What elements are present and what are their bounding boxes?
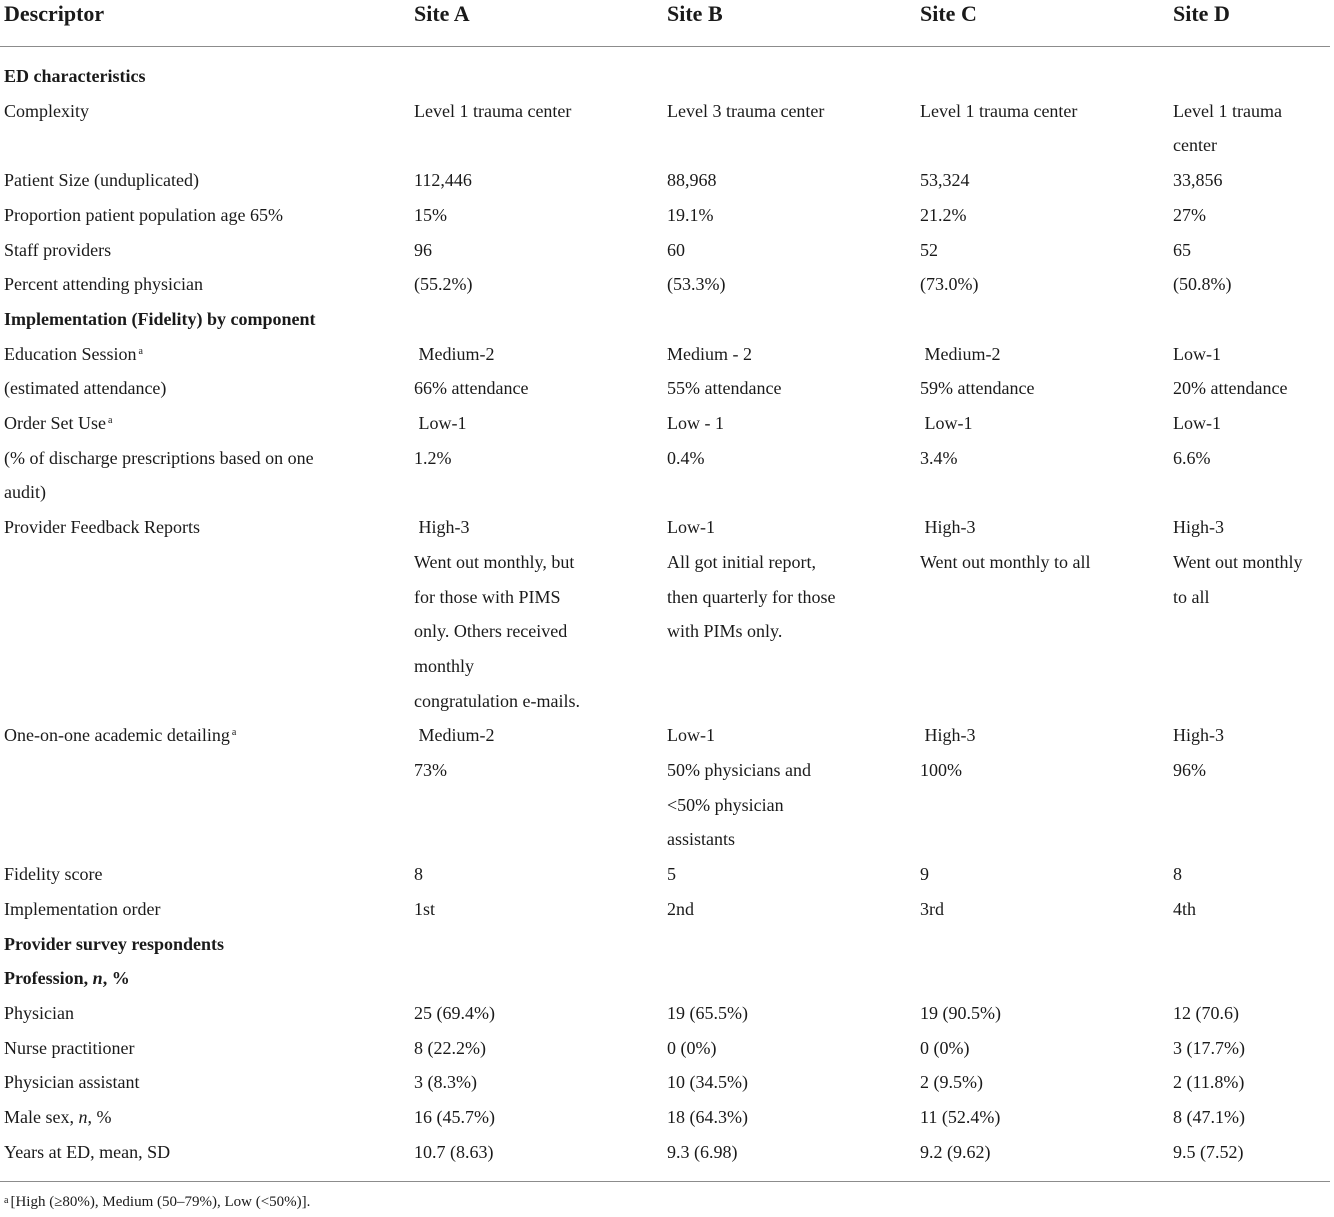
cell-site-d: 3 (17.7%): [1173, 1037, 1245, 1058]
cell-site-a: 15%: [414, 204, 447, 225]
table-row: [0, 1135, 1334, 1170]
cell-site-c: Medium-2: [920, 343, 1001, 364]
cell-site-b: 2nd: [667, 898, 694, 919]
table-row: [0, 649, 1334, 684]
header-rule: [0, 46, 1330, 47]
cell-site-d: Went out monthly: [1173, 551, 1303, 572]
cell-site-a: 1.2%: [414, 447, 452, 468]
row-descriptor: Patient Size (unduplicated): [4, 170, 199, 191]
row-descriptor: Years at ED, mean, SD: [4, 1141, 171, 1162]
cell-site-a: Went out monthly, but: [414, 551, 575, 572]
row-descriptor: Proportion patient population age 65%: [4, 204, 283, 225]
cell-site-d: 4th: [1173, 898, 1197, 919]
row-descriptor: Percent attending physician: [4, 274, 203, 295]
cell-site-b: 60: [667, 239, 685, 260]
header-site-c: Site C: [920, 1, 977, 26]
table-row: [0, 684, 1334, 719]
row-descriptor: Implementation order: [4, 898, 161, 919]
table-row: [0, 892, 1334, 927]
table-header: [0, 0, 1334, 30]
cell-site-d: 2 (11.8%): [1173, 1072, 1245, 1093]
cell-site-a: 66% attendance: [414, 378, 529, 399]
cell-site-c: 2 (9.5%): [920, 1072, 983, 1093]
table-row: [0, 371, 1334, 406]
header-site-a: Site A: [414, 1, 470, 26]
cell-site-c: Went out monthly to all: [920, 551, 1091, 572]
header-site-b: Site B: [667, 1, 723, 26]
table-row: [0, 406, 1334, 441]
cell-site-d: High-3: [1173, 517, 1224, 538]
row-descriptor: Provider Feedback Reports: [4, 517, 200, 538]
table-row: [0, 857, 1334, 892]
table-row: [0, 1031, 1334, 1066]
row-descriptor: Male sex, n, %: [4, 1107, 112, 1127]
section-label: Implementation (Fidelity) by component: [4, 308, 316, 329]
cell-site-c: 3.4%: [920, 447, 958, 468]
cell-site-c: 11 (52.4%): [920, 1107, 1001, 1127]
row-descriptor: Complexity: [4, 100, 89, 121]
table-row: [0, 128, 1334, 163]
cell-site-d: 8: [1173, 864, 1182, 885]
table-row: [0, 753, 1334, 788]
cell-site-b: assistants: [667, 829, 736, 850]
header-descriptor: Descriptor: [4, 1, 105, 26]
cell-site-b: Level 3 trauma center: [667, 100, 825, 121]
section-label: Profession, n, %: [4, 968, 130, 989]
cell-site-a: Medium-2: [414, 725, 495, 746]
cell-site-a: 73%: [414, 760, 447, 780]
table-row: [0, 233, 1334, 268]
row-descriptor: Physician assistant: [4, 1072, 140, 1093]
table-row: [0, 788, 1334, 823]
footer-rule: [0, 1181, 1330, 1182]
table-row: [0, 718, 1334, 753]
cell-site-c: High-3: [920, 725, 976, 746]
cell-site-a: monthly: [414, 655, 475, 676]
row-descriptor: Staff providers: [4, 239, 112, 260]
cell-site-d: 8 (47.1%): [1173, 1107, 1245, 1127]
cell-site-a: only. Others received: [414, 621, 568, 642]
table-row: [0, 1100, 1334, 1135]
cell-site-d: 6.6%: [1173, 447, 1211, 468]
cell-site-d: 9.5 (7.52): [1173, 1141, 1244, 1162]
footnote-marker: a: [138, 345, 143, 357]
row-descriptor: Physician: [4, 1002, 74, 1023]
cell-site-a: High-3: [414, 517, 470, 538]
table-row: [0, 580, 1334, 615]
cell-site-d: 96%: [1173, 760, 1206, 780]
footnote-marker: a: [107, 415, 113, 426]
cell-site-c: (73.0%): [920, 274, 979, 295]
cell-site-d: (50.8%): [1173, 274, 1232, 295]
cell-site-a: 8: [414, 864, 423, 885]
cell-site-d: 33,856: [1173, 170, 1223, 191]
footnote-text: [High (≥80%), Medium (50–79%), Low (<50%)].: [10, 1194, 311, 1210]
cell-site-d: Level 1 trauma: [1173, 100, 1282, 121]
cell-site-d: 65: [1173, 239, 1191, 260]
cell-site-b: 0 (0%): [667, 1037, 717, 1058]
cell-site-b: Low-1: [667, 517, 715, 538]
table-row: [0, 510, 1334, 545]
cell-site-d: High-3: [1173, 725, 1224, 746]
cell-site-a: 10.7 (8.63): [414, 1141, 494, 1162]
cell-site-d: 20% attendance: [1173, 378, 1288, 399]
cell-site-a: Low-1: [414, 413, 467, 433]
cell-site-b: Low-1: [667, 725, 715, 746]
cell-site-a: Level 1 trauma center: [414, 100, 572, 121]
table-row: [0, 1065, 1334, 1100]
cell-site-c: 3rd: [920, 898, 944, 919]
cell-site-b: 19 (65.5%): [667, 1002, 748, 1023]
section-row: [0, 927, 1334, 962]
table-row: [0, 475, 1334, 510]
cell-site-c: 9: [920, 864, 929, 885]
table-row: [0, 545, 1334, 580]
cell-site-a: congratulation e-mails.: [414, 690, 580, 711]
cell-site-b: (53.3%): [667, 274, 726, 295]
cell-site-b: <50% physician: [667, 794, 784, 815]
row-descriptor: Fidelity score: [4, 864, 103, 885]
cell-site-b: 5: [667, 864, 676, 885]
cell-site-a: 1st: [414, 898, 436, 919]
row-descriptor: (% of discharge prescriptions based on one: [4, 447, 314, 468]
table-row: [0, 267, 1334, 302]
section-label: Provider survey respondents: [4, 933, 225, 954]
cell-site-b: 18 (64.3%): [667, 1107, 748, 1127]
table-row: [0, 996, 1334, 1031]
cell-site-a: 96: [414, 239, 432, 260]
table-row: [0, 337, 1334, 372]
table-row: [0, 822, 1334, 857]
cell-site-b: with PIMs only.: [667, 621, 783, 642]
section-row: [0, 961, 1334, 996]
table-row: [0, 198, 1334, 233]
footnote-marker: a: [4, 1195, 9, 1206]
row-descriptor: Order Set Use $^a$: [4, 413, 113, 433]
cell-site-a: 8 (22.2%): [414, 1037, 486, 1058]
cell-site-d: 27%: [1173, 204, 1206, 225]
cell-site-c: 0 (0%): [920, 1037, 970, 1058]
table-footnote: [4, 1191, 310, 1213]
row-descriptor: Education Session $^a$: [4, 343, 143, 364]
cell-site-a: 112,446: [414, 170, 472, 191]
footnote-marker: a: [231, 727, 237, 739]
section-row: [0, 59, 1334, 94]
cell-site-c: 52: [920, 239, 938, 260]
cell-site-b: Low - 1: [667, 413, 724, 433]
cell-site-d: 12 (70.6): [1173, 1002, 1239, 1023]
cell-site-d: center: [1173, 135, 1217, 156]
cell-site-b: Medium - 2: [667, 343, 752, 364]
cell-site-b: 0.4%: [667, 447, 705, 468]
cell-site-c: Low-1: [920, 413, 973, 433]
cell-site-d: Low-1: [1173, 413, 1221, 433]
cell-site-c: 53,324: [920, 170, 970, 191]
row-descriptor: One-on-one academic detailing $^a$: [4, 725, 237, 746]
cell-site-a: (55.2%): [414, 274, 473, 295]
cell-site-b: 50% physicians and: [667, 760, 811, 780]
cell-site-c: Level 1 trauma center: [920, 100, 1078, 121]
cell-site-b: then quarterly for those: [667, 586, 836, 607]
cell-site-a: for those with PIMS: [414, 586, 561, 607]
table-row: [0, 94, 1334, 129]
cell-site-c: 21.2%: [920, 204, 967, 225]
cell-site-c: High-3: [920, 517, 976, 538]
cell-site-b: 10 (34.5%): [667, 1072, 748, 1093]
cell-site-b: 9.3 (6.98): [667, 1141, 738, 1162]
header-site-d: Site D: [1173, 1, 1230, 26]
table-row: [0, 163, 1334, 198]
section-row: [0, 302, 1334, 337]
row-descriptor: Nurse practitioner: [4, 1037, 135, 1058]
cell-site-c: 9.2 (9.62): [920, 1141, 991, 1162]
cell-site-b: 88,968: [667, 170, 717, 191]
cell-site-b: 19.1%: [667, 204, 714, 225]
row-descriptor: (estimated attendance): [4, 378, 167, 399]
cell-site-c: 59% attendance: [920, 378, 1035, 399]
cell-site-a: 25 (69.4%): [414, 1002, 495, 1023]
row-descriptor: audit): [4, 482, 46, 503]
cell-site-b: 55% attendance: [667, 378, 782, 399]
cell-site-c: 100%: [920, 760, 962, 780]
cell-site-a: 3 (8.3%): [414, 1072, 477, 1093]
cell-site-d: to all: [1173, 586, 1210, 607]
cell-site-a: 16 (45.7%): [414, 1107, 495, 1127]
cell-site-a: Medium-2: [414, 343, 495, 364]
section-label: ED characteristics: [4, 66, 146, 86]
cell-site-c: 19 (90.5%): [920, 1002, 1001, 1023]
cell-site-b: All got initial report,: [667, 551, 816, 572]
table-row: [0, 441, 1334, 476]
table-row: [0, 614, 1334, 649]
cell-site-d: Low-1: [1173, 343, 1221, 364]
